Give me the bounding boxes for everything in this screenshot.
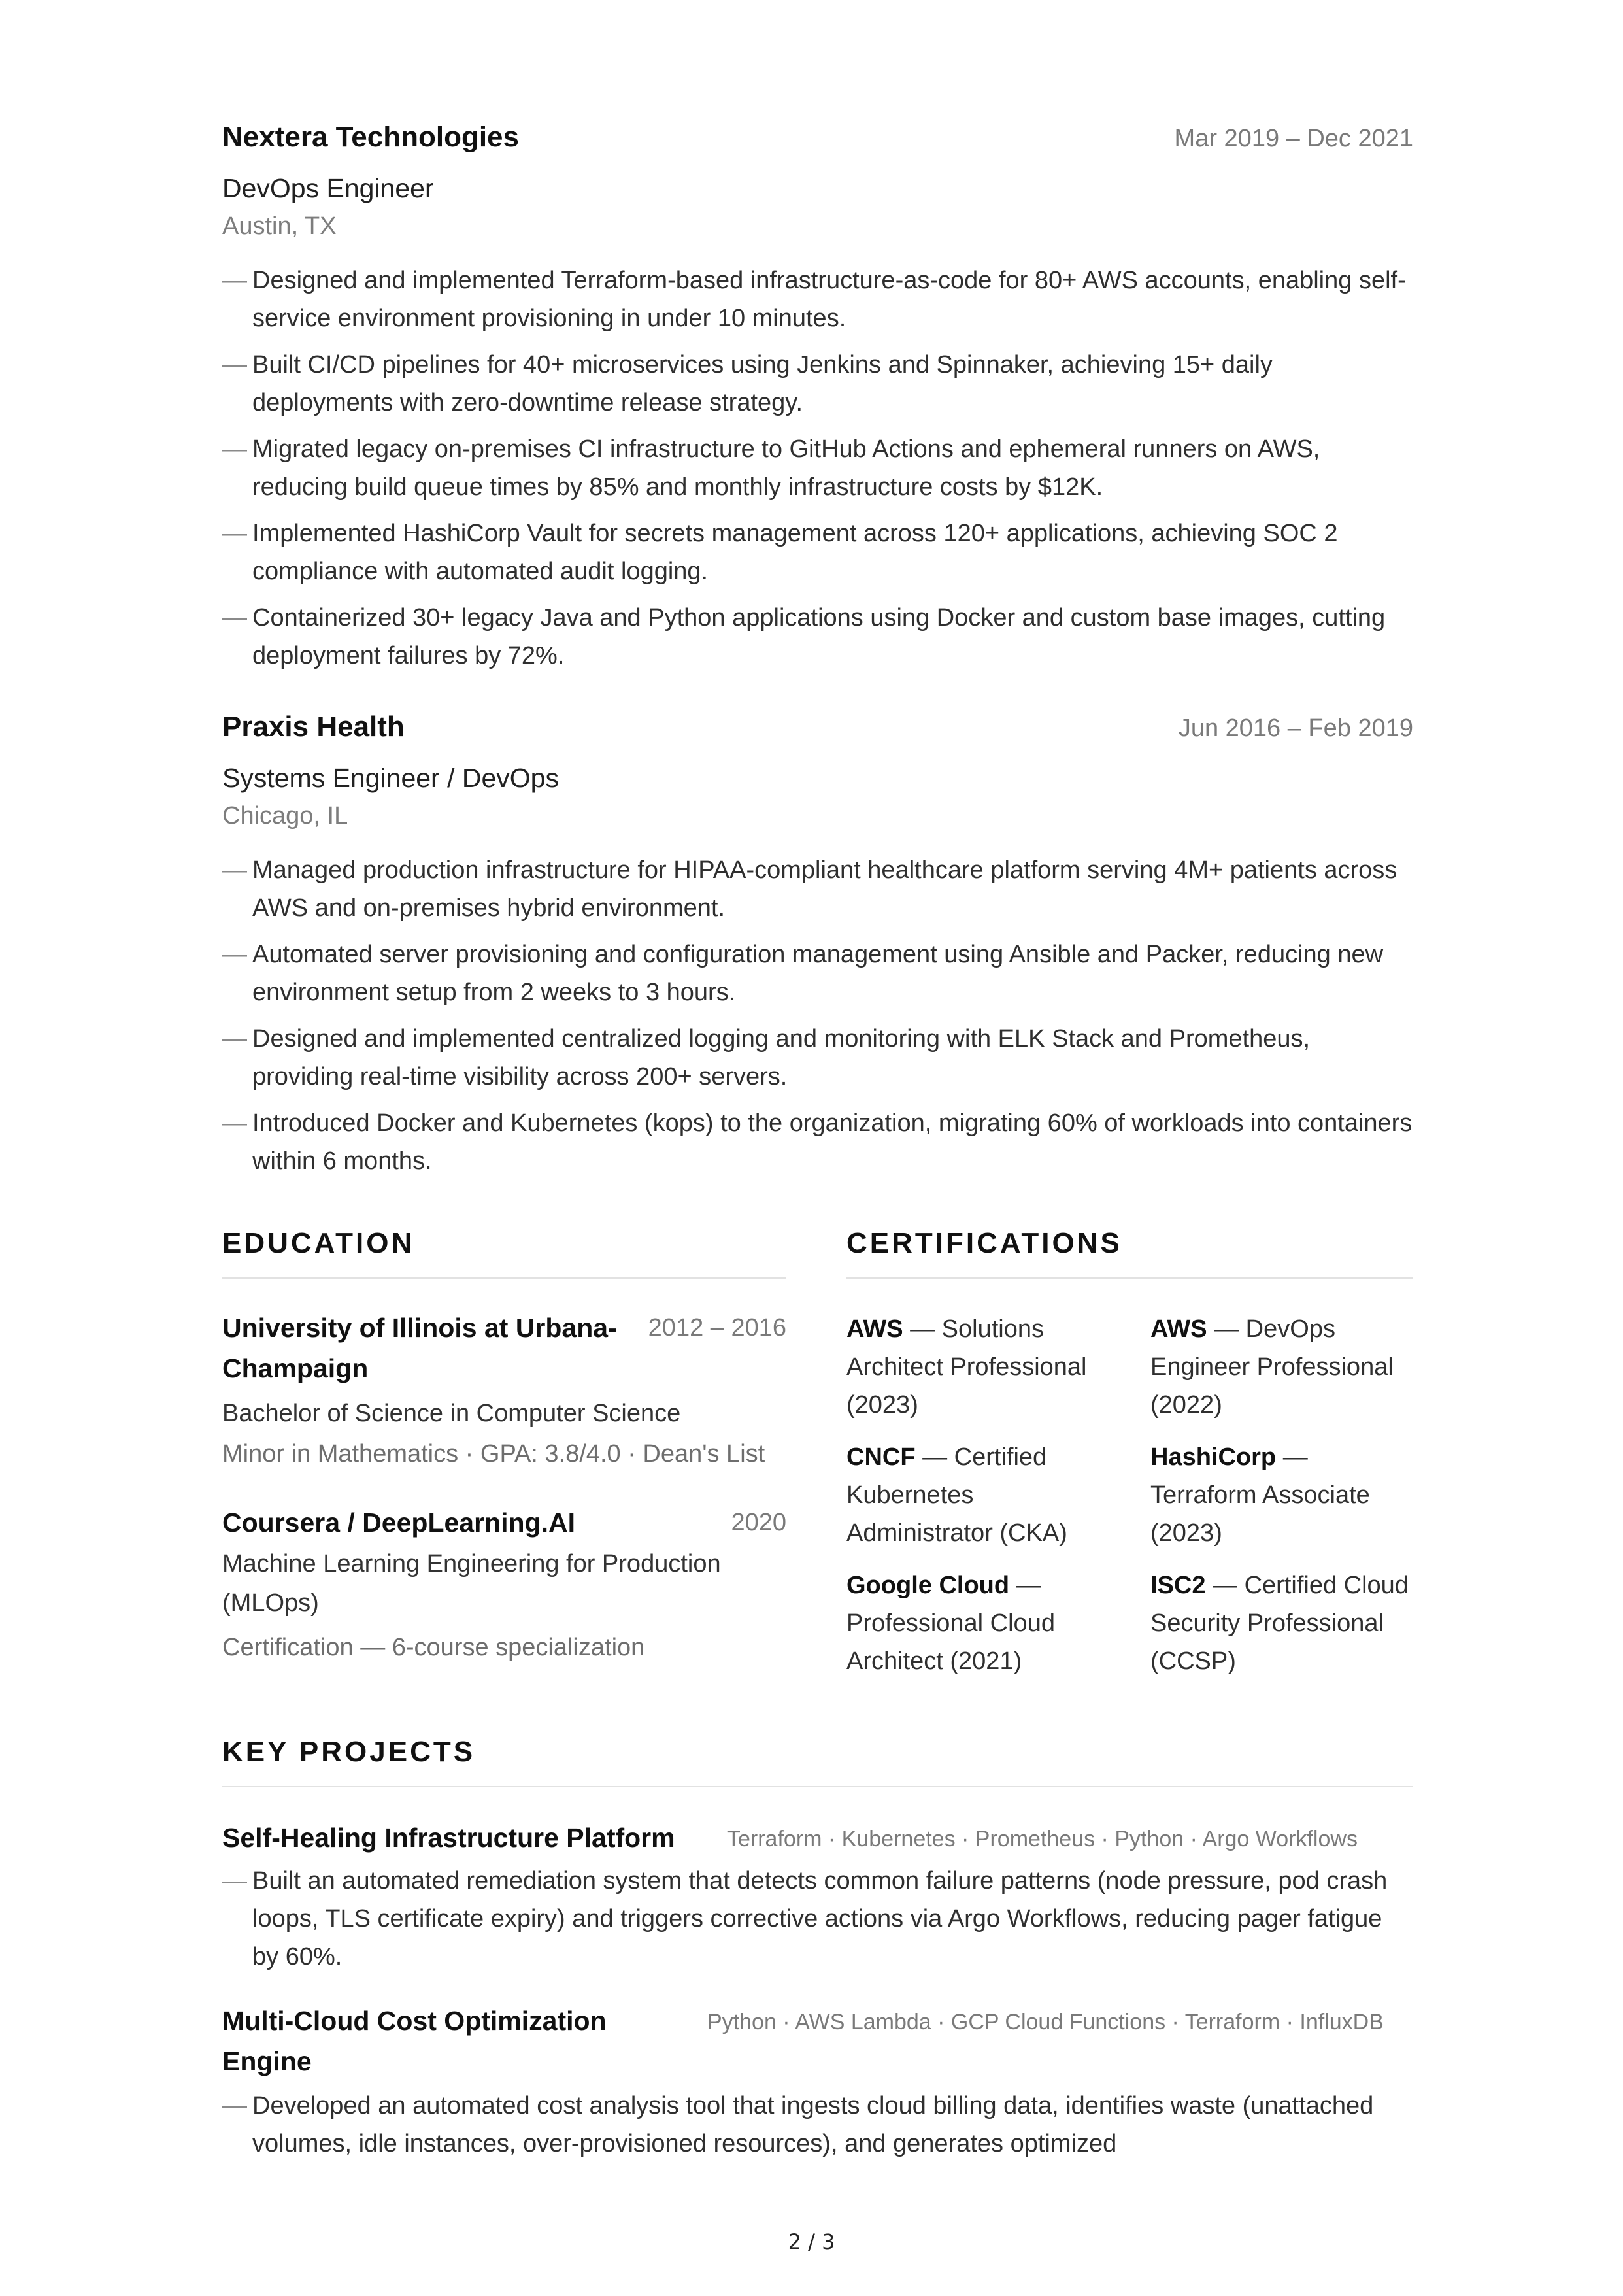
bullet-dash: — [222,1867,247,1895]
job-role: DevOps Engineer [222,173,434,203]
list-item: — Migrated legacy on-premises CI infrastructure to GitHub Actions and ephemeral runners on AWS, reducing build queue times by 85% and monthly infrastructure costs by $12K. [222,430,1413,506]
certification-item: ISC2 — Certified Cloud Security Professional (CCSP) [1150,1572,1409,1675]
bullet-dash: — [222,267,247,294]
certification-item: AWS — DevOps Engineer Professional (2022) [1150,1315,1394,1419]
education-degree: Bachelor of Science in Computer Science [222,1400,681,1427]
project-bullets [222,1862,1413,1984]
job-role: Systems Engineer / DevOps [222,763,559,793]
certifications-heading: CERTIFICATIONS [846,1227,1122,1259]
bullet-dash: — [222,941,247,968]
bullet-dash: — [222,2092,247,2119]
bullet-dash: — [222,520,247,547]
job-bullets [222,851,1413,1189]
certification-item: Google Cloud — Professional Cloud Architect (2021) [846,1572,1055,1675]
cert-issuer: ISC2 [1150,1572,1206,1599]
job-location: Chicago, IL [222,802,348,830]
education-years: 2020 [731,1509,786,1536]
bullet-dash: — [222,856,247,884]
bullet-dash: — [222,604,247,632]
list-item: — Designed and implemented centralized logging and monitoring with ELK Stack and Prometheus, providing real-time visibility across 200+ servers. [222,1020,1413,1096]
project-name: Self-Healing Infrastructure Platform [222,1823,675,1853]
job-dates: Mar 2019 – Dec 2021 [1174,125,1413,152]
education-detail: Minor in Mathematics · GPA: 3.8/4.0 · Dean's List [222,1440,765,1468]
project-name: Multi-Cloud Cost Optimization Engine [222,2006,607,2076]
education-institution: University of Illinois at Urbana-Champaign [222,1313,617,1383]
cert-issuer: AWS [846,1315,903,1343]
section-divider [222,1786,1413,1787]
education-detail: Certification — 6-course specialization [222,1634,645,1661]
cert-issuer: CNCF [846,1443,916,1471]
job-dates: Jun 2016 – Feb 2019 [1178,715,1413,742]
job-location: Austin, TX [222,212,337,240]
list-item: — Introduced Docker and Kubernetes (kops) to the organization, migrating 60% of workloads into containers within 6 months. [222,1104,1413,1180]
project-tech-stack: Python · AWS Lambda · GCP Cloud Functions · Terraform · InfluxDB [707,2010,1384,2034]
bullet-dash: — [222,1025,247,1053]
bullet-dash: — [222,1109,247,1137]
section-divider [846,1277,1413,1279]
section-divider [222,1277,786,1279]
resume-page [222,0,1413,2296]
cert-issuer: Google Cloud [846,1572,1010,1599]
projects-heading: KEY PROJECTS [222,1736,476,1768]
education-heading: EDUCATION [222,1227,415,1259]
certification-item: CNCF — Certified Kubernetes Administrator (CKA) [846,1443,1067,1547]
page-number: 2 / 3 [788,2229,835,2254]
list-item: — Built an automated remediation system that detects common failure patterns (node pressure, pod crash loops, TLS certificate expiry) and triggers corrective actions via Argo Workflows, reducing pager fatigue by 60%. [222,1862,1413,1976]
certification-item: HashiCorp — Terraform Associate (2023) [1150,1443,1370,1547]
list-item: — Containerized 30+ legacy Java and Python applications using Docker and custom base images, cutting deployment failures by 72%. [222,599,1413,675]
list-item: — Designed and implemented Terraform-based infrastructure-as-code for 80+ AWS accounts, enabling self-service environment provisioning in under 10 minutes. [222,262,1413,337]
education-institution: Coursera / DeepLearning.AI [222,1508,575,1538]
job-header [222,707,1413,747]
company-name: Nextera Technologies [222,121,519,153]
job-header [222,118,1413,157]
list-item: — Implemented HashiCorp Vault for secrets management across 120+ applications, achieving SOC 2 compliance with automated audit logging. [222,515,1413,590]
certification-item: AWS — Solutions Architect Professional (2023) [846,1315,1087,1419]
list-item: — Managed production infrastructure for HIPAA-compliant healthcare platform serving 4M+ patients across AWS and on-premises hybrid environment. [222,851,1413,927]
project-bullets [222,2087,1413,2171]
job-bullets [222,262,1413,683]
cert-issuer: AWS [1150,1315,1207,1343]
cert-issuer: HashiCorp [1150,1443,1277,1471]
list-item: — Automated server provisioning and configuration management using Ansible and Packer, reducing new environment setup from 2 weeks to 3 hours. [222,936,1413,1011]
education-degree: Machine Learning Engineering for Production (MLOps) [222,1550,721,1617]
bullet-dash: — [222,435,247,463]
list-item: — Built CI/CD pipelines for 40+ microservices using Jenkins and Spinnaker, achieving 15+ daily deployments with zero-downtime release strategy. [222,346,1413,422]
project-tech-stack: Terraform · Kubernetes · Prometheus · Python · Argo Workflows [727,1827,1358,1851]
list-item: — Developed an automated cost analysis tool that ingests cloud billing data, identifies waste (unattached volumes, idle instances, over-provisioned resources), and generates optimized [222,2087,1413,2163]
company-name: Praxis Health [222,711,405,743]
bullet-dash: — [222,351,247,379]
education-years: 2012 – 2016 [648,1314,786,1342]
